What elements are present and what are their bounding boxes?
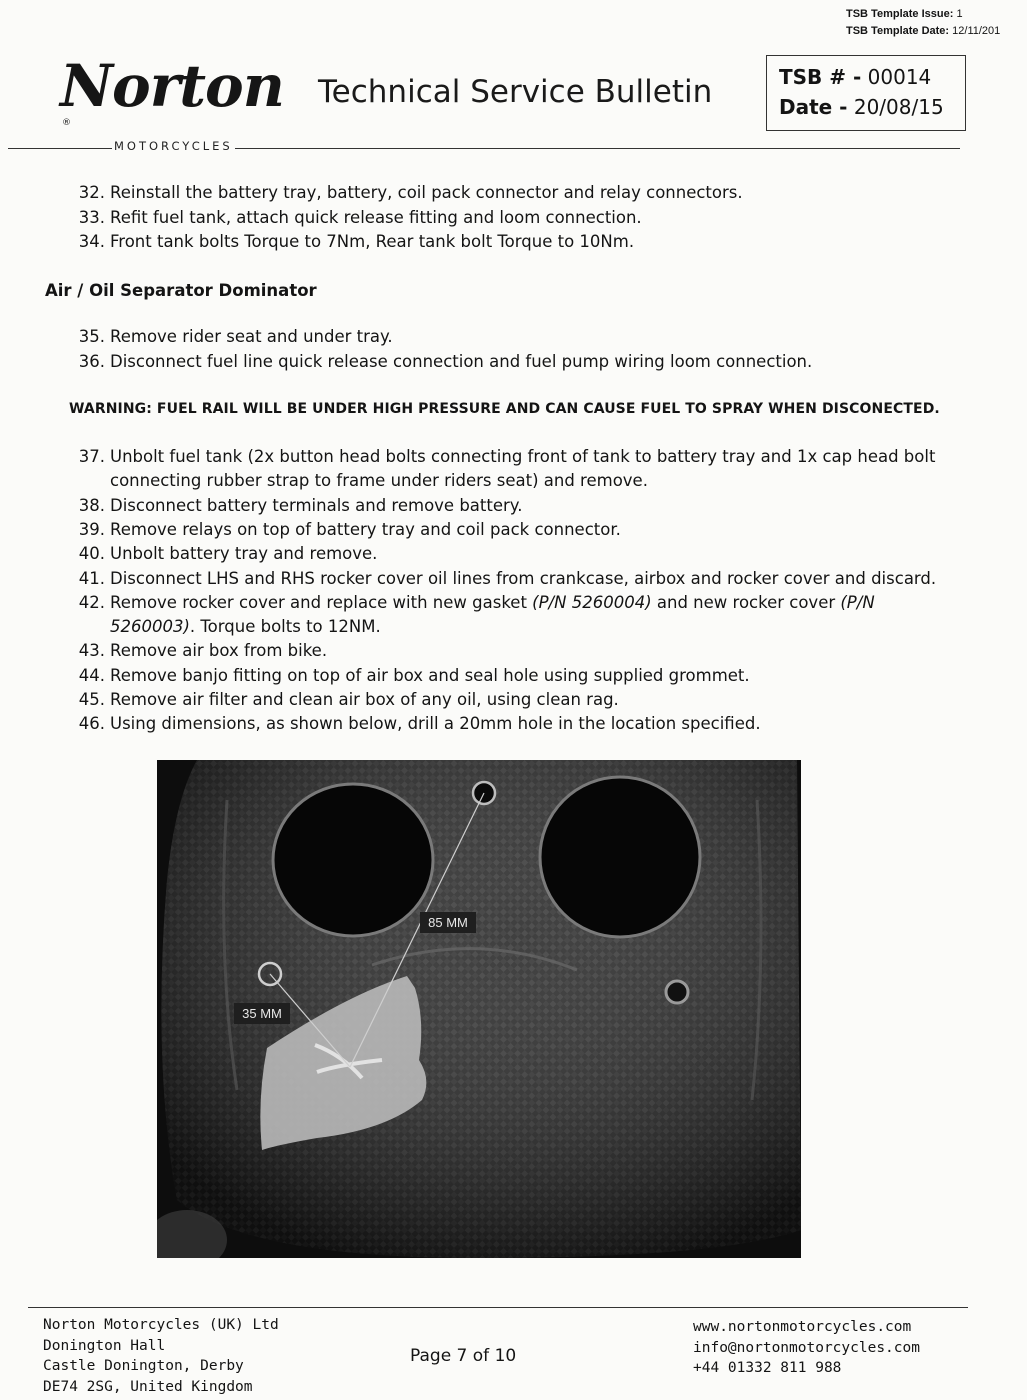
step-text: Unbolt fuel tank (2x button head bolts connecting front of tank to battery tray and 1x cap head bolt <box>110 447 936 466</box>
steps-group-a <box>77 181 977 256</box>
steps-group-c <box>77 445 997 745</box>
step-number: 35. <box>78 327 105 346</box>
footer-rule <box>28 1307 968 1308</box>
step-number: 37. <box>78 447 105 466</box>
step-number: 36. <box>78 351 105 371</box>
tsb-number-line <box>779 62 953 92</box>
tsb-date-line <box>779 92 953 122</box>
airbox-photo-graphic <box>157 760 801 1258</box>
step-number: 39. <box>78 519 105 539</box>
template-date-label: TSB Template Date: <box>846 25 950 37</box>
logo-wordmark: Norton <box>60 52 284 120</box>
step-text: connecting rubber strap to frame under riders seat) and remove. <box>110 471 648 491</box>
step-text-pre: Remove rocker cover and replace with new gasket <box>110 592 533 612</box>
part-number-cover-a: (P/N <box>840 592 875 612</box>
step-text: Refit fuel tank, attach quick release fitting and loom connection. <box>110 207 642 227</box>
airbox-photo <box>157 760 801 1258</box>
step-text: Front tank bolts Torque to 7Nm, Rear tank bolt Torque to 10Nm. <box>110 232 635 251</box>
footer-address <box>43 1315 279 1397</box>
section-heading: Air / Oil Separator Dominator <box>45 281 317 300</box>
part-number-cover-b: 5260003) <box>110 617 190 637</box>
label-35mm-text: 35 MM <box>242 1006 282 1021</box>
step-text: Disconnect battery terminals and remove battery. <box>110 495 523 515</box>
footer-company: Norton Motorcycles (UK) Ltd <box>43 1317 279 1333</box>
step-number: 43. <box>78 641 105 661</box>
warning-text: WARNING: FUEL RAIL WILL BE UNDER HIGH PRESSURE AND CAN CAUSE FUEL TO SPRAY WHEN DISCONECTED. <box>69 401 940 417</box>
step-number: 38. <box>78 495 105 515</box>
step-number: 40. <box>78 544 105 564</box>
page-number: Page 7 of 10 <box>410 1346 517 1366</box>
intake-hole-left <box>273 784 433 936</box>
norton-logo <box>60 52 300 142</box>
step-text: Disconnect fuel line quick release connection and fuel pump wiring loom connection. <box>110 351 813 371</box>
step-text <box>110 615 381 639</box>
footer-address-line-2: Castle Donington, Derby <box>43 1358 244 1374</box>
tsb-date-label: Date - <box>779 95 848 119</box>
step-text: Remove rider seat and under tray. <box>110 327 393 346</box>
template-meta <box>846 6 1000 40</box>
part-number-gasket: (P/N 5260004) <box>532 592 652 612</box>
step-text: Remove relays on top of battery tray and coil pack connector. <box>110 519 621 539</box>
footer-contact <box>693 1317 920 1379</box>
step-number: 42. <box>78 592 105 612</box>
step-text: Reinstall the battery tray, battery, coil pack connector and relay connectors. <box>110 183 743 202</box>
tsb-info-box <box>766 55 966 131</box>
footer-email: info@nortonmotorcycles.com <box>693 1339 920 1356</box>
step-text: Remove banjo fitting on top of air box and seal hole using supplied grommet. <box>110 665 750 685</box>
registered-mark: ® <box>62 118 71 128</box>
step-text: Remove air filter and clean air box of any oil, using clean rag. <box>110 690 619 709</box>
existing-bolt-hole <box>666 981 688 1003</box>
step-number: 44. <box>78 665 105 685</box>
logo-subtitle: MOTORCYCLES <box>114 139 233 153</box>
page-title: Technical Service Bulletin <box>318 74 713 110</box>
step-number: 46. <box>78 714 105 734</box>
template-issue-label: TSB Template Issue: <box>846 8 954 20</box>
step-number: 34. <box>78 232 105 251</box>
label-35mm <box>234 1003 290 1024</box>
tsb-number: 00014 <box>867 65 932 89</box>
step-number: 32. <box>78 183 105 202</box>
step-text: Using dimensions, as shown below, drill a 20mm hole in the location specified. <box>110 714 761 734</box>
step-text: Unbolt battery tray and remove. <box>110 544 378 564</box>
step-text: Remove air box from bike. <box>110 641 328 661</box>
footer-website: www.nortonmotorcycles.com <box>693 1319 912 1335</box>
intake-hole-right <box>540 777 700 937</box>
step-text-post: . Torque bolts to 12NM. <box>189 617 381 637</box>
tsb-number-label: TSB # - <box>779 65 862 89</box>
step-text <box>110 591 875 615</box>
template-date-value: 12/11/201 <box>952 25 1001 37</box>
step-text: Disconnect LHS and RHS rocker cover oil lines from crankcase, airbox and rocker cover and discard. <box>110 568 937 588</box>
step-number: 33. <box>78 207 105 227</box>
tsb-date: 20/08/15 <box>853 95 944 119</box>
step-number: 41. <box>78 568 105 588</box>
label-85mm <box>420 912 476 933</box>
template-issue-value: 1 <box>956 8 963 20</box>
footer-phone: +44 01332 811 988 <box>693 1360 842 1376</box>
label-85mm-text: 85 MM <box>428 915 468 930</box>
step-text-mid: and new rocker cover <box>651 592 841 612</box>
steps-group-b <box>77 325 977 375</box>
footer-address-line-1: Donington Hall <box>43 1337 166 1354</box>
footer-address-line-3: DE74 2SG, United Kingdom <box>43 1378 253 1395</box>
step-number: 45. <box>78 690 105 709</box>
